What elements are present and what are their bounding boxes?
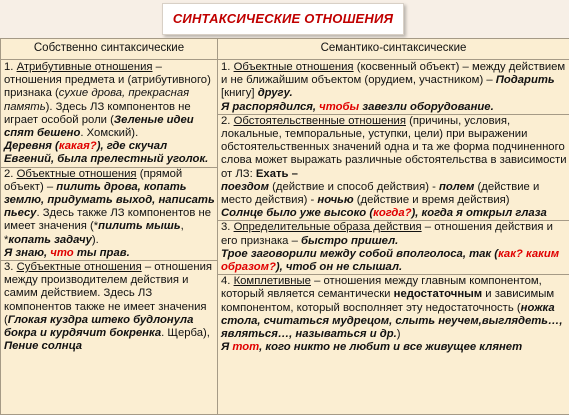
header-right: Семантико-синтаксические (218, 39, 569, 60)
relations-table (0, 38, 569, 415)
right-section-3: 3. Определительные образа действия – отношения действия и его признака – быстро пришел. Трое заговорили между собой вполголоса, так (как? каким образом?), чтоб он не слышал. (218, 220, 569, 274)
term-circumstantial: Обстоятельственные отношения (234, 115, 406, 127)
example-sentence: Солнце было уже высоко (когда?), когда я открыл глаза (221, 207, 547, 219)
right-column (218, 60, 569, 415)
term-completive: Комплетивные (234, 275, 311, 287)
term-object: Объектные отношения (17, 168, 137, 180)
right-section-2: 2. Обстоятельственные отношения (причины, условия, локальные, темпоральные, уступки, цели) при выражении обстоятельственных значений одна и та же форма подчиненного слова может выражать различные обстоятельства в зависимости от ЛЗ: Ехать – поездом (действие и способ действия) - полем (действие и место действия) - ночью (действие и время действия) Солнце было уже высоко (когда?), когда я открыл глаза (218, 114, 569, 221)
example-sentence: Деревня (какая?), где скучал Евгений, была прелестный уголок. (4, 140, 208, 165)
page-title: СИНТАКСИЧЕСКИЕ ОТНОШЕНИЯ (162, 3, 404, 35)
left-section-3: 3. Субъектные отношения – отношения между производителем действия и самим действием. Здесь ЛЗ компонентов также не имеет значения (Глокая куздра штеко будлонула бокра и курдячит бокренка. Щерба), Пение солнца (1, 260, 217, 353)
left-column (1, 60, 218, 415)
right-section-4: 4. Комплетивные – отношения между главным компонентом, который является семантически недостаточным и зависимым компонентом, который восполняет эту недостаточность (ножка стола, считаться мудрецом, слыть неучем,выглядеть…, являться…, называться и др.) Я тот, кого никто не любит и все живущее клянет (218, 274, 569, 354)
term-attributive: Атрибутивные отношения (17, 61, 153, 73)
left-section-1: 1. Атрибутивные отношения – отношения предмета и (атрибутивного) признака (сухие дрова, прекрасная память). Здесь ЛЗ компонентов не играет особой роли (Зеленые идеи спят бешено. Хомский). Деревня (какая?), где скучал Евгений, была прелестный уголок. (4, 61, 215, 167)
example-sentence: Трое заговорили между собой вполголоса, так (как? каким образом?), чтоб он не слышал. (221, 248, 559, 273)
term-subject: Субъектные отношения (17, 261, 142, 273)
example-sentence: Я знаю, что ты прав. (4, 247, 130, 259)
example-sentence: Я тот, кого никто не любит и все живущее клянет (221, 341, 522, 353)
left-section-2: 2. Объектные отношения (прямой объект) – пилить дрова, копать землю, придумать выход, написать пьесу. Здесь также ЛЗ компонентов не имеет значения (*пилить мышь, *копать задачу). Я знаю, что ты прав. (1, 167, 217, 260)
example-sentence: Я распорядился, чтобы завезли оборудование. (221, 101, 494, 113)
title-bar (0, 0, 569, 38)
term-manner: Определительные образа действия (234, 221, 422, 233)
content-row (1, 60, 569, 415)
right-section-1: 1. Объектные отношения (косвенный объект) – между действием и не ближайшим объектом (орудием, участником) – Подарить [книгу] другу. Я распорядился, чтобы завезли оборудование. (221, 61, 567, 114)
term-indirect-object: Объектные отношения (234, 61, 354, 73)
header-left: Собственно синтаксические (1, 39, 218, 60)
header-row (1, 39, 569, 60)
